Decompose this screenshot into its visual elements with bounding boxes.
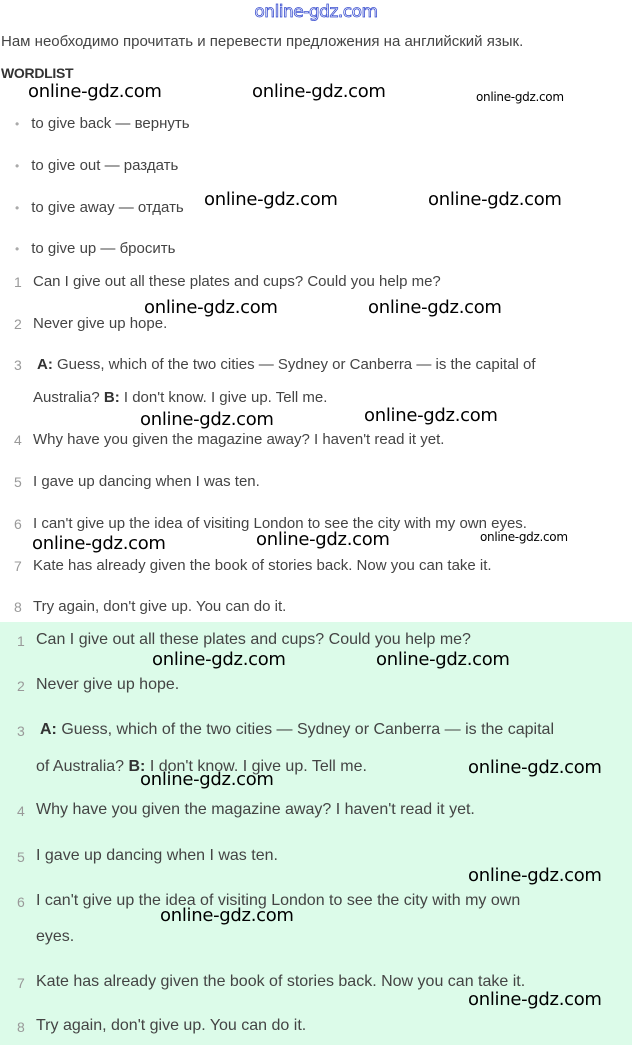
answer-text: Never give up hope. <box>36 676 180 693</box>
answer-text: Can I give out all these plates and cups? Could you help me? <box>36 631 471 648</box>
item-number: 4 <box>17 803 25 819</box>
header-watermark: online-gdz.com <box>254 2 378 22</box>
item-number: 5 <box>14 474 22 490</box>
watermark: online-gdz.com <box>376 649 510 670</box>
watermark: online-gdz.com <box>144 297 278 318</box>
item-number: 8 <box>17 1019 25 1035</box>
answer-text: A: Guess, which of the two cities — Sydney or Canberra — is the capital <box>40 721 554 738</box>
question-text: A: Guess, which of the two cities — Sydney or Canberra — is the capital of <box>37 356 536 373</box>
answer-text: I can't give up the idea of visiting London to see the city with my own <box>36 892 521 909</box>
watermark: online-gdz.com <box>140 769 274 790</box>
wordlist-heading: WORDLIST <box>1 65 74 81</box>
watermark: online-gdz.com <box>468 989 602 1010</box>
item-number: 2 <box>14 316 22 332</box>
wordlist-item <box>15 199 184 216</box>
wordlist-item <box>15 240 175 257</box>
bullet-icon: • <box>15 242 20 256</box>
item-number: 1 <box>17 633 25 649</box>
watermark: online-gdz.com <box>204 189 338 210</box>
answer-text-line2: of Australia? B: I don't know. I give up. Tell me. <box>36 758 367 775</box>
wordlist-item <box>15 157 178 174</box>
wordlist-item-text: to give out — раздать <box>31 157 179 174</box>
watermark: online-gdz.com <box>140 409 274 430</box>
watermark: online-gdz.com <box>152 649 286 670</box>
question-text-line2: Australia? B: I don't know. I give up. Tell me. <box>33 389 328 406</box>
item-number: 4 <box>14 432 22 448</box>
question-text: I can't give up the idea of visiting London to see the city with my own eyes. <box>33 515 527 532</box>
item-number: 3 <box>17 723 25 739</box>
answer-text-line2: eyes. <box>36 928 75 945</box>
item-number: 5 <box>17 849 25 865</box>
answer-text: Kate has already given the book of stories back. Now you can take it. <box>36 973 526 990</box>
bullet-icon: • <box>15 201 20 215</box>
wordlist-item-text: to give up — бросить <box>31 240 176 257</box>
answer-text: I gave up dancing when I was ten. <box>36 847 278 864</box>
item-number: 6 <box>17 894 25 910</box>
intro-text: Нам необходимо прочитать и перевести предложения на английский язык. <box>1 33 524 50</box>
item-number: 6 <box>14 516 22 532</box>
item-number: 7 <box>17 975 25 991</box>
watermark: online-gdz.com <box>480 530 568 544</box>
watermark: online-gdz.com <box>252 81 386 102</box>
watermark: online-gdz.com <box>368 297 502 318</box>
watermark: online-gdz.com <box>476 90 564 104</box>
wordlist-item <box>15 115 190 132</box>
watermark: online-gdz.com <box>428 189 562 210</box>
watermark: online-gdz.com <box>28 81 162 102</box>
item-number: 3 <box>14 357 22 373</box>
bullet-icon: • <box>15 117 20 131</box>
item-number: 7 <box>14 558 22 574</box>
question-text: Can I give out all these plates and cups? Could you help me? <box>33 273 441 290</box>
question-text: Try again, don't give up. You can do it. <box>33 598 287 615</box>
wordlist-item-text: to give away — отдать <box>31 199 184 216</box>
answer-text: Why have you given the magazine away? I haven't read it yet. <box>36 801 475 818</box>
bullet-icon: • <box>15 159 20 173</box>
watermark: online-gdz.com <box>32 533 166 554</box>
question-text: Why have you given the magazine away? I haven't read it yet. <box>33 431 445 448</box>
watermark: online-gdz.com <box>364 405 498 426</box>
question-text: Kate has already given the book of stories back. Now you can take it. <box>33 557 492 574</box>
item-number: 2 <box>17 678 25 694</box>
question-text: Never give up hope. <box>33 315 168 332</box>
watermark: online-gdz.com <box>256 529 390 550</box>
answer-text: Try again, don't give up. You can do it. <box>36 1017 307 1034</box>
question-text: I gave up dancing when I was ten. <box>33 473 260 490</box>
watermark: online-gdz.com <box>468 865 602 886</box>
item-number: 1 <box>14 274 22 290</box>
item-number: 8 <box>14 599 22 615</box>
wordlist-item-text: to give back — вернуть <box>31 115 190 132</box>
watermark: online-gdz.com <box>160 905 294 926</box>
watermark: online-gdz.com <box>468 757 602 778</box>
